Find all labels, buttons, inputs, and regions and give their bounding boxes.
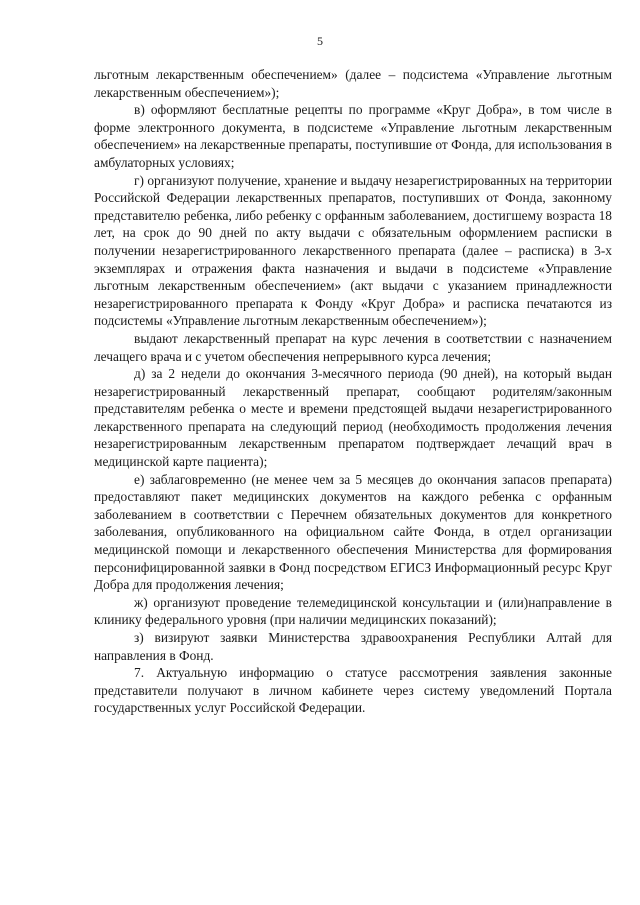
paragraph-item-e: е) заблаговременно (не менее чем за 5 месяцев до окончания запасов препарата) предоставляют пакет медицинских документов на каждого ребенка с орфанным заболеванием в соответствии с Перечнем обязательных документов для конкретного заболевания, опубликованного на официальном сайте Фонда, в отдел организации медицинской помощи и лекарственного обеспечения Министерства для формирования персонифицированной заявки в Фонд посредством ЕГИСЗ Информационный ресурс Круг Добра для продолжения лечения; <box>94 471 612 593</box>
document-body <box>94 66 612 717</box>
paragraph-item-v: в) оформляют бесплатные рецепты по программе «Круг Добра», в том числе в форме электронного документа, в подсистеме «Управление льготным лекарственным обеспечением» на лекарственные препараты, поступившие от Фонда, для использования в амбулаторных условиях; <box>94 102 612 170</box>
paragraph-item-g-continued: выдают лекарственный препарат на курс лечения в соответствии с назначением лечащего врача и с учетом обеспечения непрерывного курса лечения; <box>94 330 612 364</box>
paragraph-section-7: 7. Актуальную информацию о статусе рассмотрения заявления законные представители получают в личном кабинете через систему уведомлений Портала государственных услуг Российской Федерации. <box>94 665 612 716</box>
paragraph-item-d: д) за 2 недели до окончания 3-месячного периода (90 дней), на который выдан незарегистрированный лекарственный препарат, сообщают родителям/законным представителям ребенка о месте и времени предстоящей выдачи незарегистрированного лекарственного препарата на следующий период (необходимость продолжения лечения незарегистрированным лекарственным препаратом подтверждает лечащий врач в медицинской карте пациента); <box>94 366 612 470</box>
paragraph-continuation: льготным лекарственным обеспечением» (далее – подсистема «Управление льготным лекарственным обеспечением»); <box>94 67 612 100</box>
paragraph-item-g: г) организуют получение, хранение и выдачу незарегистрированных на территории Российской Федерации лекарственных препаратов, поступивших от Фонда, законному представителю ребенка, либо ребенку с орфанным заболеванием, достигшему возраста 18 лет, на срок до 90 дней по акту выдачи с обязательным оформлением расписки в получении незарегистрированного лекарственного препарата (далее – расписка) в 3-х экземплярах и отражения факта назначения и выдачи в подсистеме «Управление льготным лекарственным обеспечением» (акт выдачи с указанием принадлежности незарегистрированного препарата к Фонду «Круг Добра» и расписка печатаются из подсистемы «Управление льготным лекарственным обеспечением»); <box>94 172 612 329</box>
paragraph-item-z: з) визируют заявки Министерства здравоохранения Республики Алтай для направления в Фонд. <box>94 630 612 663</box>
paragraph-item-zh: ж) организуют проведение телемедицинской консультации и (или)направление в клинику федерального уровня (при наличии медицинских показаний); <box>94 594 612 628</box>
page-number: 5 <box>317 34 323 48</box>
